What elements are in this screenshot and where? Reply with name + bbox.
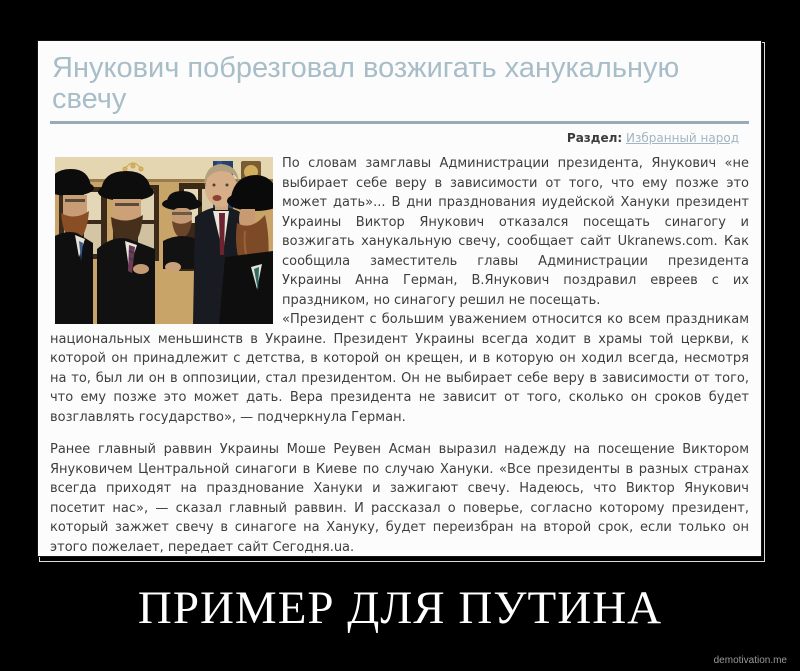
watermark-label: demotivation.me <box>713 655 787 666</box>
article-headline: Янукович побрезговал возжигать ханукальную свечу <box>52 52 680 115</box>
section-row <box>50 131 739 145</box>
webpage-screenshot <box>37 40 762 557</box>
article-body <box>50 154 749 557</box>
rabbi-second <box>97 171 155 324</box>
article-paragraph: «Президент с большим уважением относится ко всем праздникам национальных меньшинств в Украине. Президент Украины всегда ходит в храмы той церкви, к которой он принадлежит с детства, в которой он крещен, и в которую он ходил всегда, несмотря на то, был ли он в оппозиции, стал президентом. Он не выбирает себе веру в зависимости от того, что ему позже это может дать. Вера президента не зависит от того, сколько он сроков будет возглавлять государство», — подчеркнула Герман. <box>50 312 749 425</box>
section-label: Раздел: <box>566 131 623 145</box>
article-photo <box>55 157 273 324</box>
section-link[interactable]: Избранный народ <box>626 131 739 145</box>
article-paragraph: По словам замглавы Администрации президента, Янукович «не выбирает себе веру в зависимости от того, что ему позже это может дать»... В дни празднования иудейской Хануки президент Украины Виктор Янукович отказался посещать синагогу и возжигать ханукальную свечу, сообщает сайт Ukranews.com. Как сообщила заместитель главы Администрации президента Украины Анна Герман, В.Янукович поздравил евреев с их праздником, но синагогу решил не посещать. <box>282 156 749 308</box>
article-paragraph: Ранее главный раввин Украины Моше Реувен Асман выразил надежду на посещение Виктором Януковичем Центральной синагоги в Киеве по случаю Хануки. «Все президенты в разных странах всегда приходят на празднование Хануки и зажигают свечу. Надеюсь, что Виктор Янукович посетит нас», — сказал главный раввин. И рассказал о поверье, согласно которому президент, который зажжет свечу в синагоге на Хануку, будет переизбран на второй срок, если только он этого пожелает, передает сайт Сегодня.ua. <box>50 442 749 555</box>
poster-caption: ПРИМЕР ДЛЯ ПУТИНА <box>137 582 663 634</box>
headline-divider <box>50 121 749 124</box>
rabbi-left <box>55 169 94 324</box>
